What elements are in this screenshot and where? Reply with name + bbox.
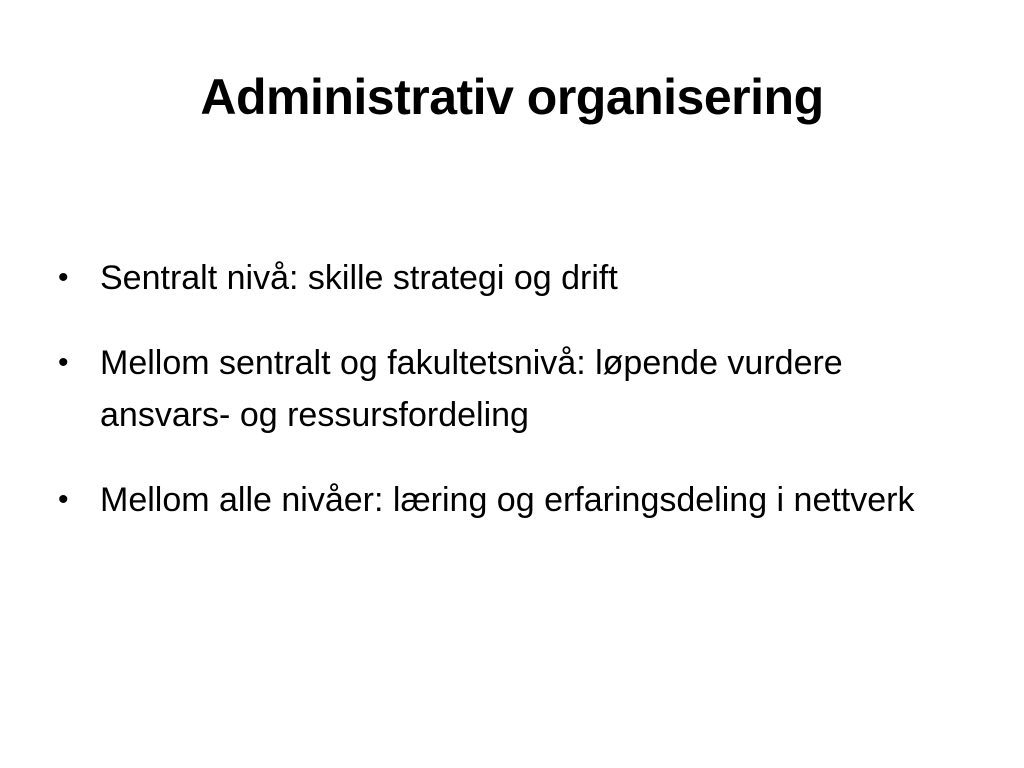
bullet-item [58, 474, 980, 526]
bullet-text: Mellom sentralt og fakultetsnivå: løpende vurdere ansvars- og ressursfordeling [100, 344, 843, 434]
bullet-dot-icon: • [58, 261, 69, 294]
bullet-item [58, 337, 980, 441]
bullet-text: Sentralt nivå: skille strategi og drift [100, 259, 618, 297]
bullet-item [58, 252, 980, 304]
bullet-text: Mellom alle nivåer: læring og erfaringsdeling i nettverk [100, 481, 915, 519]
bullet-dot-icon: • [58, 346, 69, 379]
bullet-dot-icon: • [58, 483, 69, 516]
slide-title: Administrativ organisering [200, 69, 824, 125]
bullet-list [58, 252, 980, 559]
